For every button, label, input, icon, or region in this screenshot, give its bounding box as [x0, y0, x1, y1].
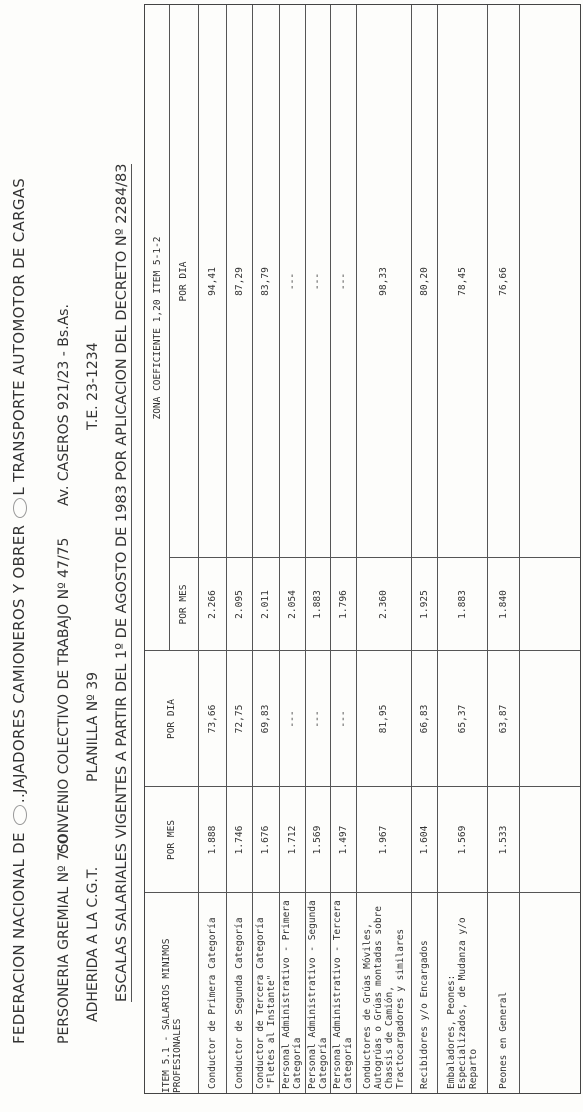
table-cell-zona-mes: 2.054 [286, 590, 298, 619]
table-cell-name: Peones en General [497, 991, 509, 1089]
table-cell-dia: --- [337, 710, 349, 728]
table-cell-mes: 1.676 [260, 825, 271, 855]
table-cell-dia: 72,75 [233, 704, 245, 734]
address: Av. CASEROS 921/23 - Bs.As. [56, 304, 72, 506]
column-header-item: ITEM 5.1 - SALARIOS MINIMOS PROFESIONALES [160, 938, 183, 1093]
row-divider [519, 5, 520, 1093]
table-cell-zona-dia: --- [312, 272, 323, 291]
table-cell-dia: 65,37 [456, 704, 468, 734]
table-cell-mes: 1.712 [286, 825, 298, 855]
salary-table [144, 4, 581, 1094]
table-cell-zona-dia: 80,20 [418, 267, 430, 296]
column-header-dia: POR DIA [166, 698, 177, 740]
table-cell-dia: 69,83 [260, 704, 271, 734]
ink-blot [13, 805, 27, 825]
column-header-mes: POR MES [166, 819, 177, 861]
table-cell-name: Conductor de Segunda Categoría [233, 917, 245, 1089]
table-cell-zona-dia: 87,29 [233, 267, 245, 296]
table-cell-name: Embaladores, Peones: Especializados, de Mudanza y/o Reparto [445, 917, 479, 1089]
table-cell-name: Personal Administrativo - Primera Categoría [281, 900, 303, 1089]
table-cell-zona-dia: 98,33 [378, 267, 389, 296]
table-cell-dia: 73,66 [206, 704, 218, 734]
table-cell-mes: 1.888 [206, 825, 218, 855]
table-cell-mes: 1.533 [497, 825, 509, 855]
table-cell-zona-mes: 1.796 [337, 590, 349, 619]
table-cell-mes: 1.569 [456, 825, 468, 855]
salary-scale-heading-text: ESCALAS SALARIALES VIGENTES A PARTIR DEL 1º DE AGOSTO DE 1983 POR APLICACION DEL DECRETO Nº 2284/83 [114, 163, 130, 1002]
table-cell-name: Personal Administrativo - Segunda Categoría [306, 900, 329, 1089]
table-cell-dia: 81,95 [378, 704, 389, 734]
table-cell-mes: 1.967 [378, 825, 389, 855]
table-cell-mes: 1.604 [418, 825, 430, 855]
heading-underline [131, 164, 132, 1002]
table-cell-zona-dia: --- [286, 272, 298, 291]
table-cell-dia: 63,87 [497, 704, 509, 734]
table-cell-dia: --- [312, 710, 323, 728]
table-cell-zona-mes: 2.095 [233, 590, 245, 619]
personeria-gremial: PERSONERIA GREMIAL Nº 750 [56, 834, 72, 1044]
table-cell-zona-mes: 1.883 [456, 590, 468, 619]
adherida-cgt: ADHERIDA A LA C.G.T. [85, 866, 101, 1022]
table-cell-zona-dia: 94,41 [206, 267, 218, 296]
convenio-colectivo: CONVENIO COLECTIVO DE TRABAJO Nº 47/75 [56, 537, 72, 854]
table-cell-zona-mes: 1.883 [312, 590, 323, 619]
column-header-zona-mes: POR MES [178, 584, 189, 625]
federation-title-part-a: FEDERACION NACIONAL DE [10, 832, 28, 1044]
column-header-zona: ZONA COEFICIENTE 1,20 ITEM 5-1-2 [151, 236, 163, 420]
column-header-zona-dia: POR DIA [178, 261, 189, 302]
planilla-number: PLANILLA Nº 39 [85, 671, 101, 782]
telephone: T.E. 23-1234 [85, 342, 101, 430]
table-cell-name: Conductores de Grúas Móviles, Autogrúas o Grúas montadas sobre Chassis de Camión, Tractocargadores y similares [361, 905, 406, 1089]
table-cell-name: Personal Administrativo - Tercera Categoría [332, 900, 354, 1089]
table-cell-zona-dia: --- [337, 272, 349, 291]
federation-title [10, 178, 28, 1044]
table-cell-zona-mes: 2.266 [206, 590, 218, 619]
table-cell-mes: 1.569 [312, 825, 323, 855]
table-cell-name: Conductor de Primera Categoría [206, 917, 218, 1089]
federation-title-part-b: ..JAJADORES CAMIONEROS Y OBRER [10, 524, 28, 804]
table-cell-zona-mes: 1.840 [497, 590, 509, 619]
table-cell-zona-mes: 1.925 [418, 590, 430, 619]
table-cell-zona-dia: 83,79 [260, 267, 271, 296]
table-cell-dia: 66,83 [418, 704, 430, 734]
table-cell-name: Recibidores y/o Encargados [418, 940, 430, 1089]
table-cell-mes: 1.497 [337, 825, 349, 855]
table-cell-zona-dia: 78,45 [456, 267, 468, 296]
ink-blot [13, 498, 27, 518]
federation-title-part-c: L TRANSPORTE AUTOMOTOR DE CARGAS [10, 177, 28, 496]
salary-scale-heading [114, 164, 130, 1002]
table-cell-name: Conductor de Tercera Categoría "Fletes al Instante" [254, 917, 277, 1089]
table-cell-zona-mes: 2.360 [378, 590, 389, 619]
table-cell-zona-dia: 76,66 [497, 267, 509, 296]
table-cell-dia: --- [286, 710, 298, 728]
table-cell-mes: 1.746 [233, 825, 245, 855]
table-cell-zona-mes: 2.011 [260, 590, 271, 619]
